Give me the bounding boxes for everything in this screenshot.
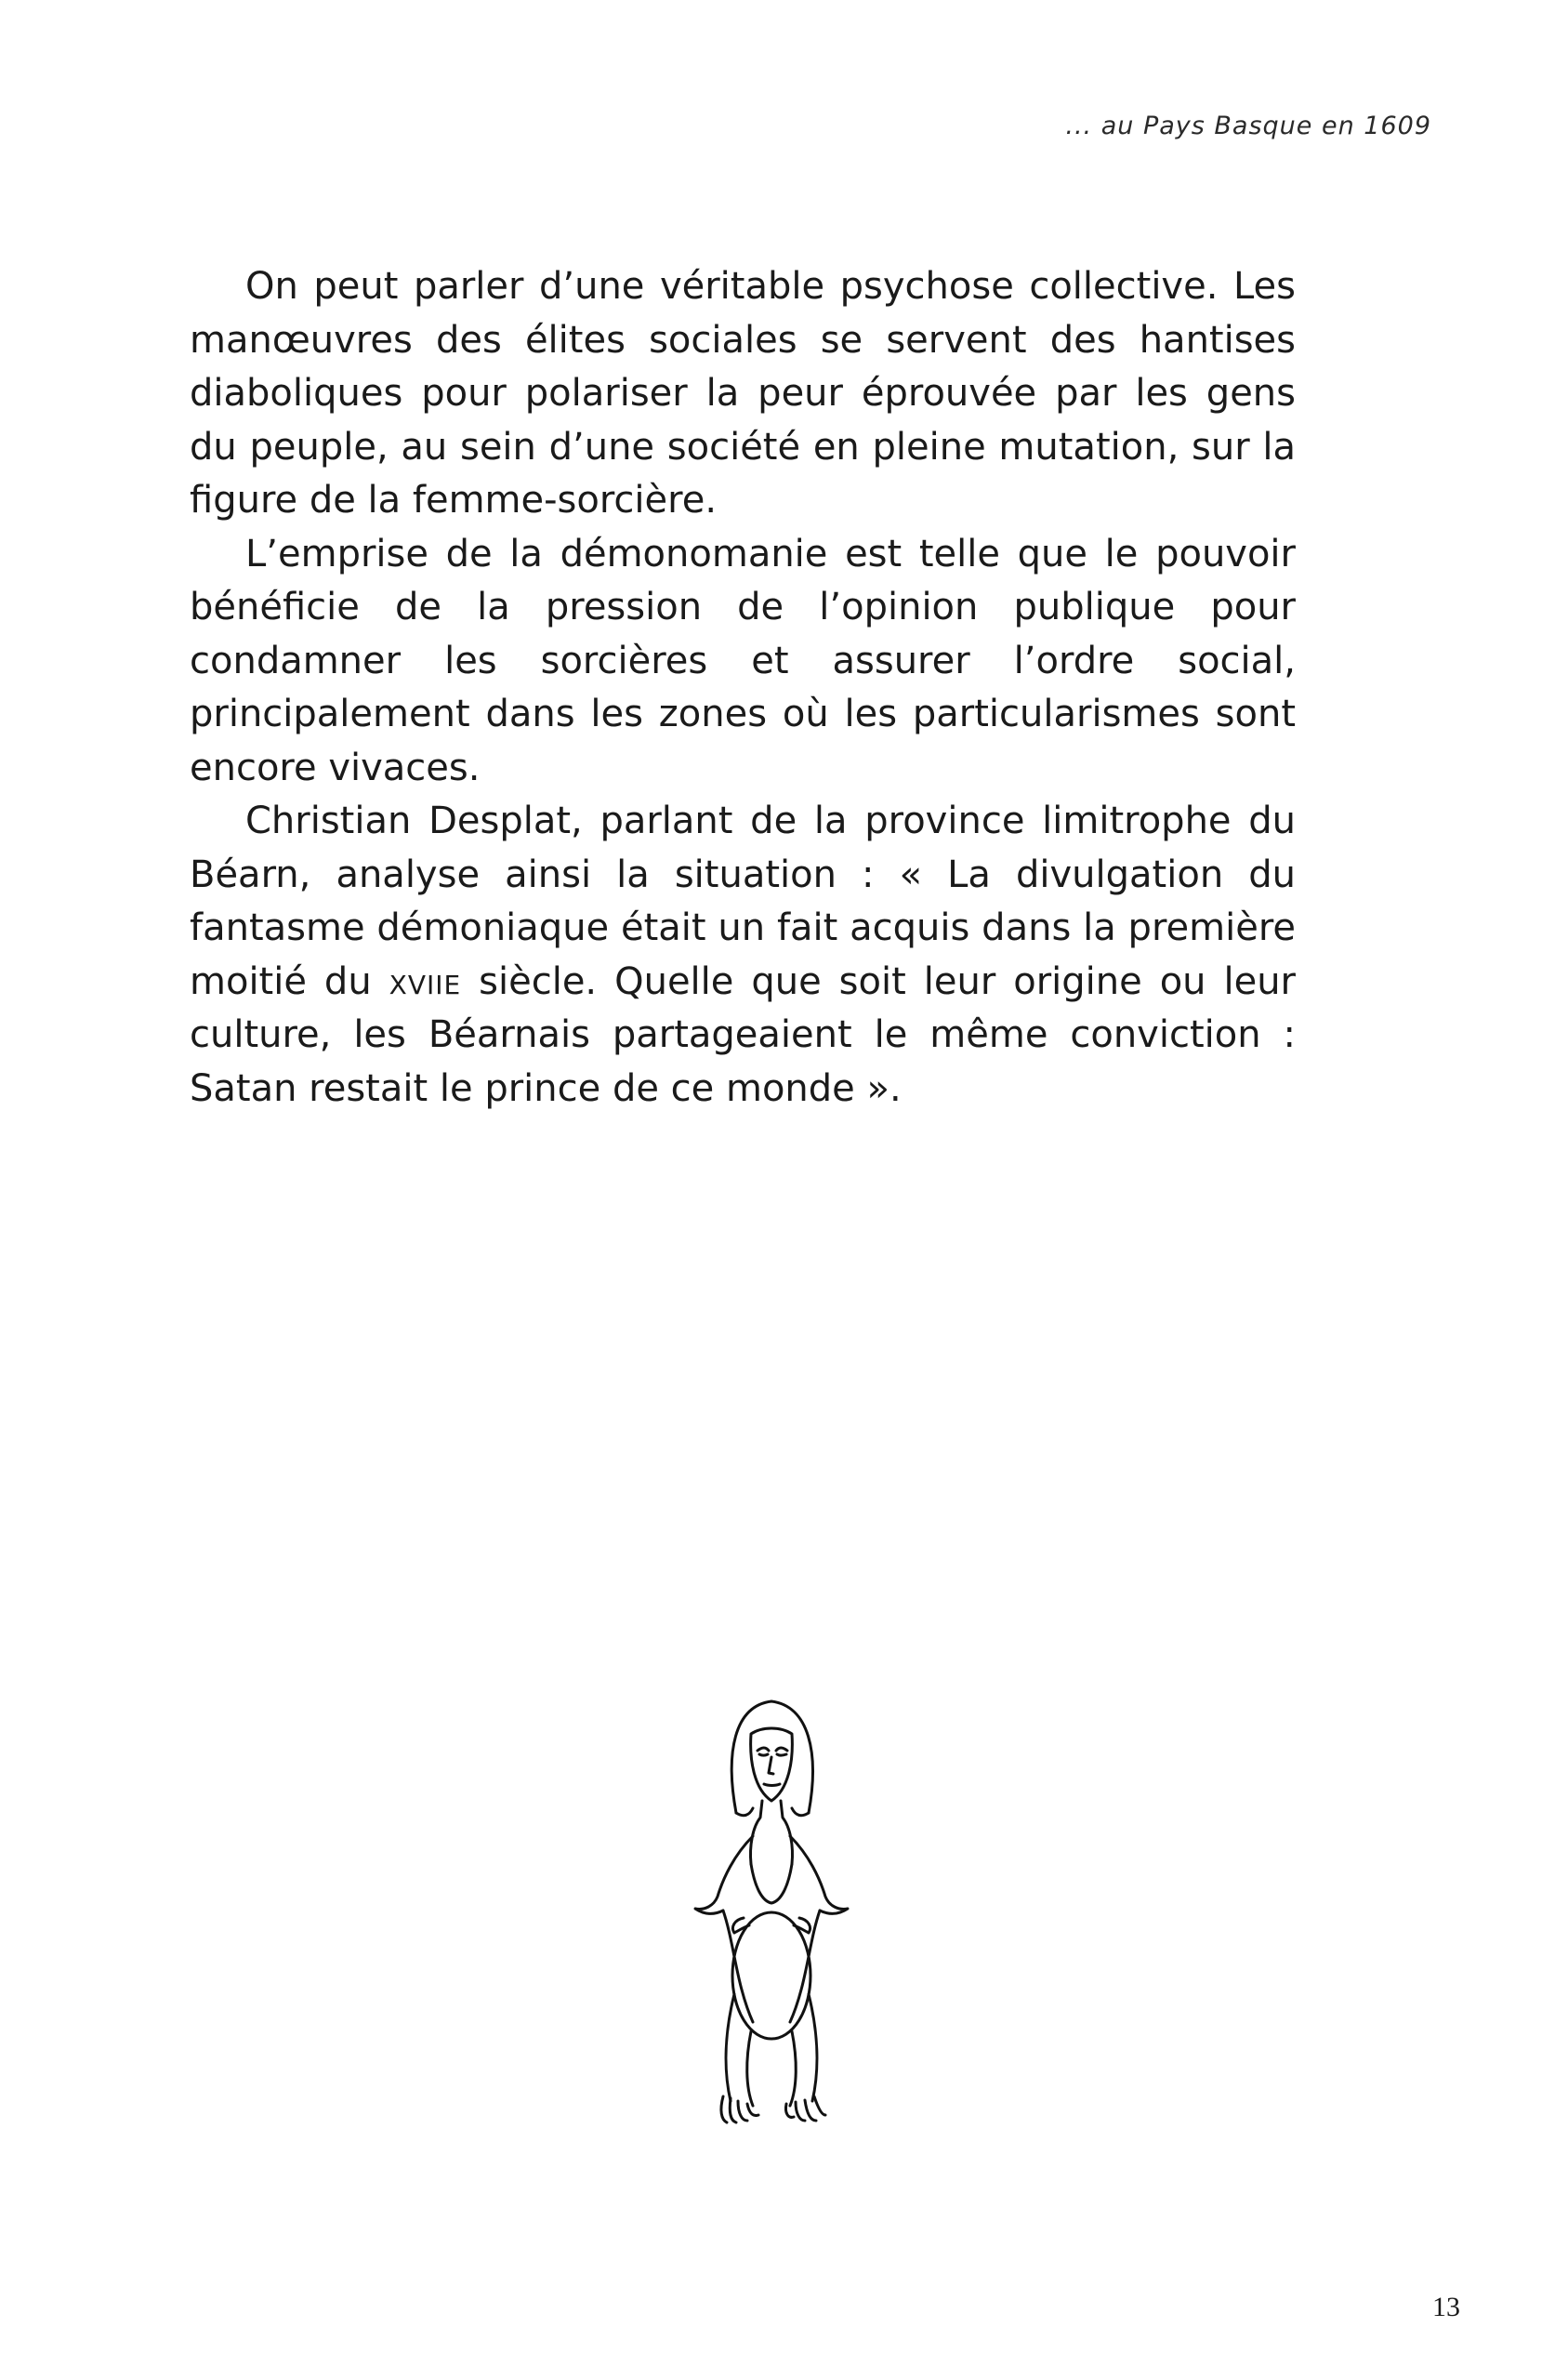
page-number: 13 [1432, 2292, 1460, 2322]
paragraph-3 [190, 795, 1296, 1116]
figure-left-foot [721, 2096, 758, 2122]
body-text [190, 260, 1296, 1116]
running-header: ... au Pays Basque en 1609 [1065, 112, 1431, 140]
century-numeral: xviie [389, 959, 462, 1003]
figure-oval [732, 1912, 810, 2039]
paragraph-2: L’emprise de la démonomanie est telle que le pouvoir bénéficie de la pression de l’opinion publique pour condamner les sorcières et assurer l’ordre social, principalement dans les zones où les particularismes sont encore vivaces. [190, 532, 1296, 789]
seated-figure-illustration [669, 1687, 874, 2143]
figure-left-arm [695, 1836, 753, 1914]
paragraph-3-start: Christian Desplat, parlant de la province limitrophe du Béarn, analyse ainsi la situation : « La divulgation du fantasme démoniaque était un fait acquis dans la première moitié du [190, 800, 1296, 1003]
paragraph-1: On peut parler d’une véritable psychose collective. Les manœuvres des élites sociales se servent des hantises diaboliques pour polariser la peur éprouvée par les gens du peuple, au sein d’une société en pleine mutation, sur la figure de la femme-sorcière. [190, 265, 1296, 522]
paragraph-3-end: siècle. Quelle que soit leur origine ou leur culture, les Béarnais partageaient le même conviction : Satan restait le prince de ce monde ». [190, 959, 1296, 1110]
figure-right-arm [790, 1836, 848, 1914]
